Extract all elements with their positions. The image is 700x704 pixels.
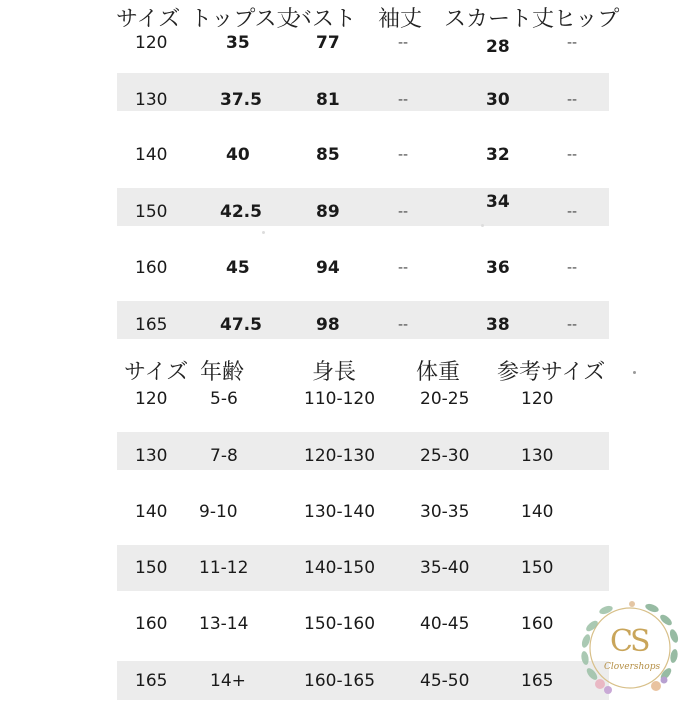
cell-tops-length: 40 <box>226 145 250 165</box>
cell-hip: -- <box>567 204 578 220</box>
cell-bust: 94 <box>316 258 340 278</box>
header-reference-size: 参考サイズ <box>497 360 606 385</box>
cell-skirt-length: 32 <box>486 145 510 165</box>
cell-reference-size: 130 <box>521 446 554 466</box>
cell-skirt-length: 38 <box>486 315 510 335</box>
cell-sleeve: -- <box>398 260 409 276</box>
cell-age: 9-10 <box>199 502 238 522</box>
cell-hip: -- <box>567 260 578 276</box>
cell-reference-size: 165 <box>521 671 554 691</box>
cell-size: 165 <box>135 671 168 691</box>
cell-hip: -- <box>567 147 578 163</box>
brand-logo <box>570 596 688 700</box>
cell-sleeve: -- <box>398 317 409 333</box>
cell-bust: 98 <box>316 315 340 335</box>
header-size: サイズ <box>116 7 181 32</box>
cell-sleeve: -- <box>398 147 409 163</box>
cell-age: 13-14 <box>199 614 249 634</box>
header-age: 年齢 <box>200 360 245 385</box>
cell-reference-size: 140 <box>521 502 554 522</box>
cell-hip: -- <box>567 317 578 333</box>
cell-weight: 45-50 <box>420 671 470 691</box>
cell-sleeve: -- <box>398 35 409 51</box>
cell-size: 120 <box>135 389 168 409</box>
cell-height: 140-150 <box>304 558 376 578</box>
decorative-dot <box>633 371 636 374</box>
cell-skirt-length: 34 <box>486 192 510 212</box>
table-row <box>0 145 700 169</box>
cell-reference-size: 160 <box>521 614 554 634</box>
cell-hip: -- <box>567 35 578 51</box>
header-bust: バスト <box>290 7 357 32</box>
cell-size: 165 <box>135 315 168 335</box>
cell-height: 130-140 <box>304 502 376 522</box>
cell-height: 150-160 <box>304 614 376 634</box>
cell-sleeve: -- <box>398 204 409 220</box>
table-row <box>0 389 700 413</box>
header-hip: ヒップ <box>554 7 620 32</box>
cell-size: 150 <box>135 202 168 222</box>
cell-height: 110-120 <box>304 389 376 409</box>
cell-bust: 89 <box>316 202 340 222</box>
cell-size: 140 <box>135 502 168 522</box>
table-row <box>0 558 700 582</box>
header-weight: 体重 <box>416 360 461 385</box>
cell-tops-length: 35 <box>226 33 250 53</box>
table-header-row <box>0 2 700 30</box>
cell-size: 160 <box>135 614 168 634</box>
table-row <box>0 192 700 226</box>
cell-age: 14+ <box>210 671 246 691</box>
cell-hip: -- <box>567 92 578 108</box>
cell-skirt-length: 36 <box>486 258 510 278</box>
cell-height: 120-130 <box>304 446 376 466</box>
cell-tops-length: 47.5 <box>220 315 262 335</box>
cell-size: 130 <box>135 446 168 466</box>
header-height: 身長 <box>312 360 357 385</box>
cell-tops-length: 37.5 <box>220 90 262 110</box>
cell-weight: 30-35 <box>420 502 470 522</box>
header-tops-length: トップス丈 <box>190 7 299 32</box>
table-row <box>0 33 700 57</box>
header-size: サイズ <box>124 360 189 385</box>
cell-size: 160 <box>135 258 168 278</box>
header-sleeve: 袖丈 <box>378 7 423 32</box>
cell-weight: 40-45 <box>420 614 470 634</box>
cell-age: 7-8 <box>210 446 238 466</box>
cell-size: 140 <box>135 145 168 165</box>
cell-reference-size: 120 <box>521 389 554 409</box>
cell-size: 130 <box>135 90 168 110</box>
cell-reference-size: 150 <box>521 558 554 578</box>
cell-age: 5-6 <box>210 389 238 409</box>
table-row <box>0 258 700 282</box>
logo-monogram: CS <box>610 624 648 659</box>
header-skirt-length: スカート丈 <box>444 7 555 32</box>
table-row <box>0 446 700 470</box>
cell-tops-length: 45 <box>226 258 250 278</box>
cell-weight: 35-40 <box>420 558 470 578</box>
cell-weight: 25-30 <box>420 446 470 466</box>
cell-height: 160-165 <box>304 671 376 691</box>
cell-skirt-length: 30 <box>486 90 510 110</box>
cell-sleeve: -- <box>398 92 409 108</box>
decorative-dot <box>481 224 484 227</box>
cell-weight: 20-25 <box>420 389 470 409</box>
cell-tops-length: 42.5 <box>220 202 262 222</box>
cell-bust: 77 <box>316 33 340 53</box>
cell-skirt-length: 28 <box>486 37 510 57</box>
table-header-row <box>0 355 700 383</box>
table-row <box>0 315 700 339</box>
table-row <box>0 502 700 526</box>
decorative-dot <box>262 231 265 234</box>
table-row <box>0 90 700 114</box>
cell-bust: 85 <box>316 145 340 165</box>
cell-age: 11-12 <box>199 558 249 578</box>
logo-script-text: Clovershops <box>604 662 661 672</box>
cell-size: 150 <box>135 558 168 578</box>
cell-size: 120 <box>135 33 168 53</box>
cell-bust: 81 <box>316 90 340 110</box>
